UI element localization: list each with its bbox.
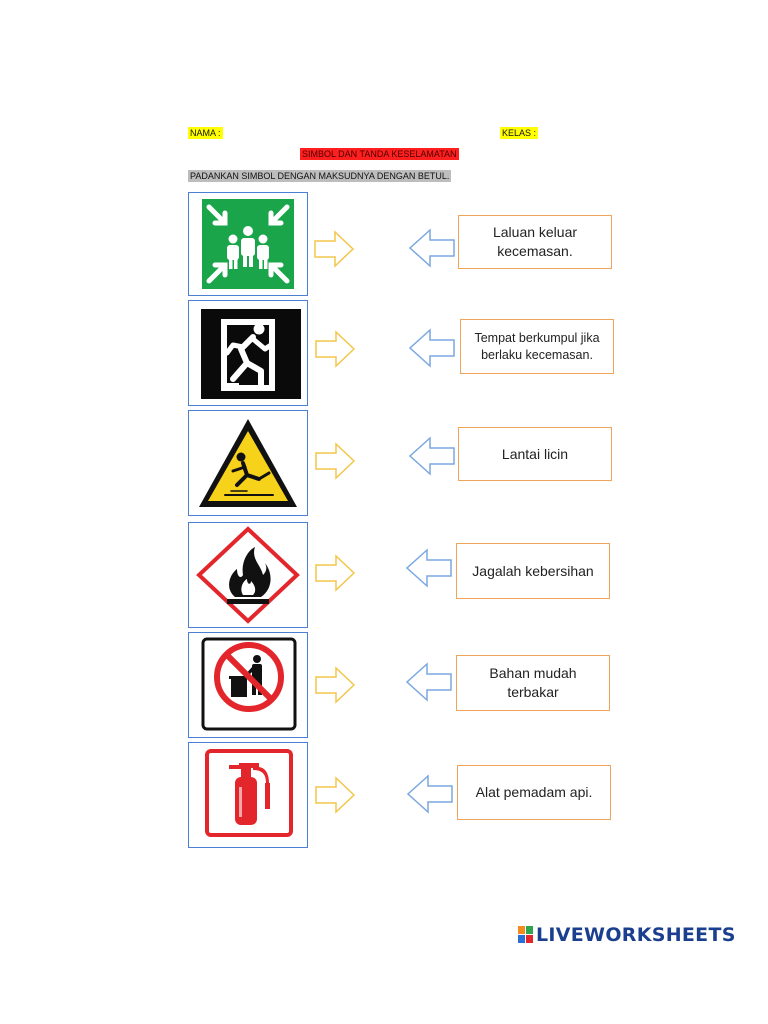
right-arrow-icon	[314, 666, 356, 704]
right-arrow-icon	[313, 230, 355, 268]
slippery-floor-sign[interactable]	[188, 410, 308, 516]
answer-box[interactable]: Bahan mudah terbakar	[456, 655, 610, 711]
left-arrow-icon	[408, 436, 456, 476]
right-arrow-icon	[314, 330, 356, 368]
left-arrow-icon	[406, 774, 454, 814]
answer-box[interactable]: Laluan keluar kecemasan.	[458, 215, 612, 269]
right-arrow-icon	[314, 442, 356, 480]
assembly-point-sign[interactable]	[188, 192, 308, 296]
answer-box[interactable]: Jagalah kebersihan	[456, 543, 610, 599]
right-arrow-icon	[314, 776, 356, 814]
running-man-icon	[189, 301, 307, 405]
fire-extinguisher-sign[interactable]	[188, 742, 308, 848]
warning-triangle-icon	[189, 411, 307, 515]
fire-extinguisher-icon	[189, 743, 307, 847]
flammable-sign[interactable]	[188, 522, 308, 628]
kelas-label: KELAS :	[502, 128, 537, 138]
left-arrow-icon	[405, 548, 453, 588]
assembly-point-icon	[189, 193, 307, 295]
logo-text: LIVEWORKSHEETS	[536, 924, 736, 946]
nama-label: NAMA :	[190, 128, 221, 138]
emergency-exit-sign[interactable]	[188, 300, 308, 406]
liveworksheets-logo[interactable]	[518, 924, 736, 946]
left-arrow-icon	[405, 662, 453, 702]
liveworksheets-logo-icon	[518, 926, 534, 944]
flame-icon	[189, 523, 307, 627]
answer-box[interactable]: Tempat berkumpul jika berlaku kecemasan.	[460, 319, 614, 374]
no-littering-sign[interactable]	[188, 632, 308, 738]
instruction-text: PADANKAN SIMBOL DENGAN MAKSUDNYA DENGAN BETUL.	[190, 171, 450, 181]
no-litter-icon	[189, 633, 307, 737]
left-arrow-icon	[408, 328, 456, 368]
left-arrow-icon	[408, 228, 456, 268]
answer-box[interactable]: Lantai licin	[458, 427, 612, 481]
right-arrow-icon	[314, 554, 356, 592]
answer-box[interactable]: Alat pemadam api.	[457, 765, 611, 820]
worksheet-title: SIMBOL DAN TANDA KESELAMATAN	[302, 149, 457, 159]
